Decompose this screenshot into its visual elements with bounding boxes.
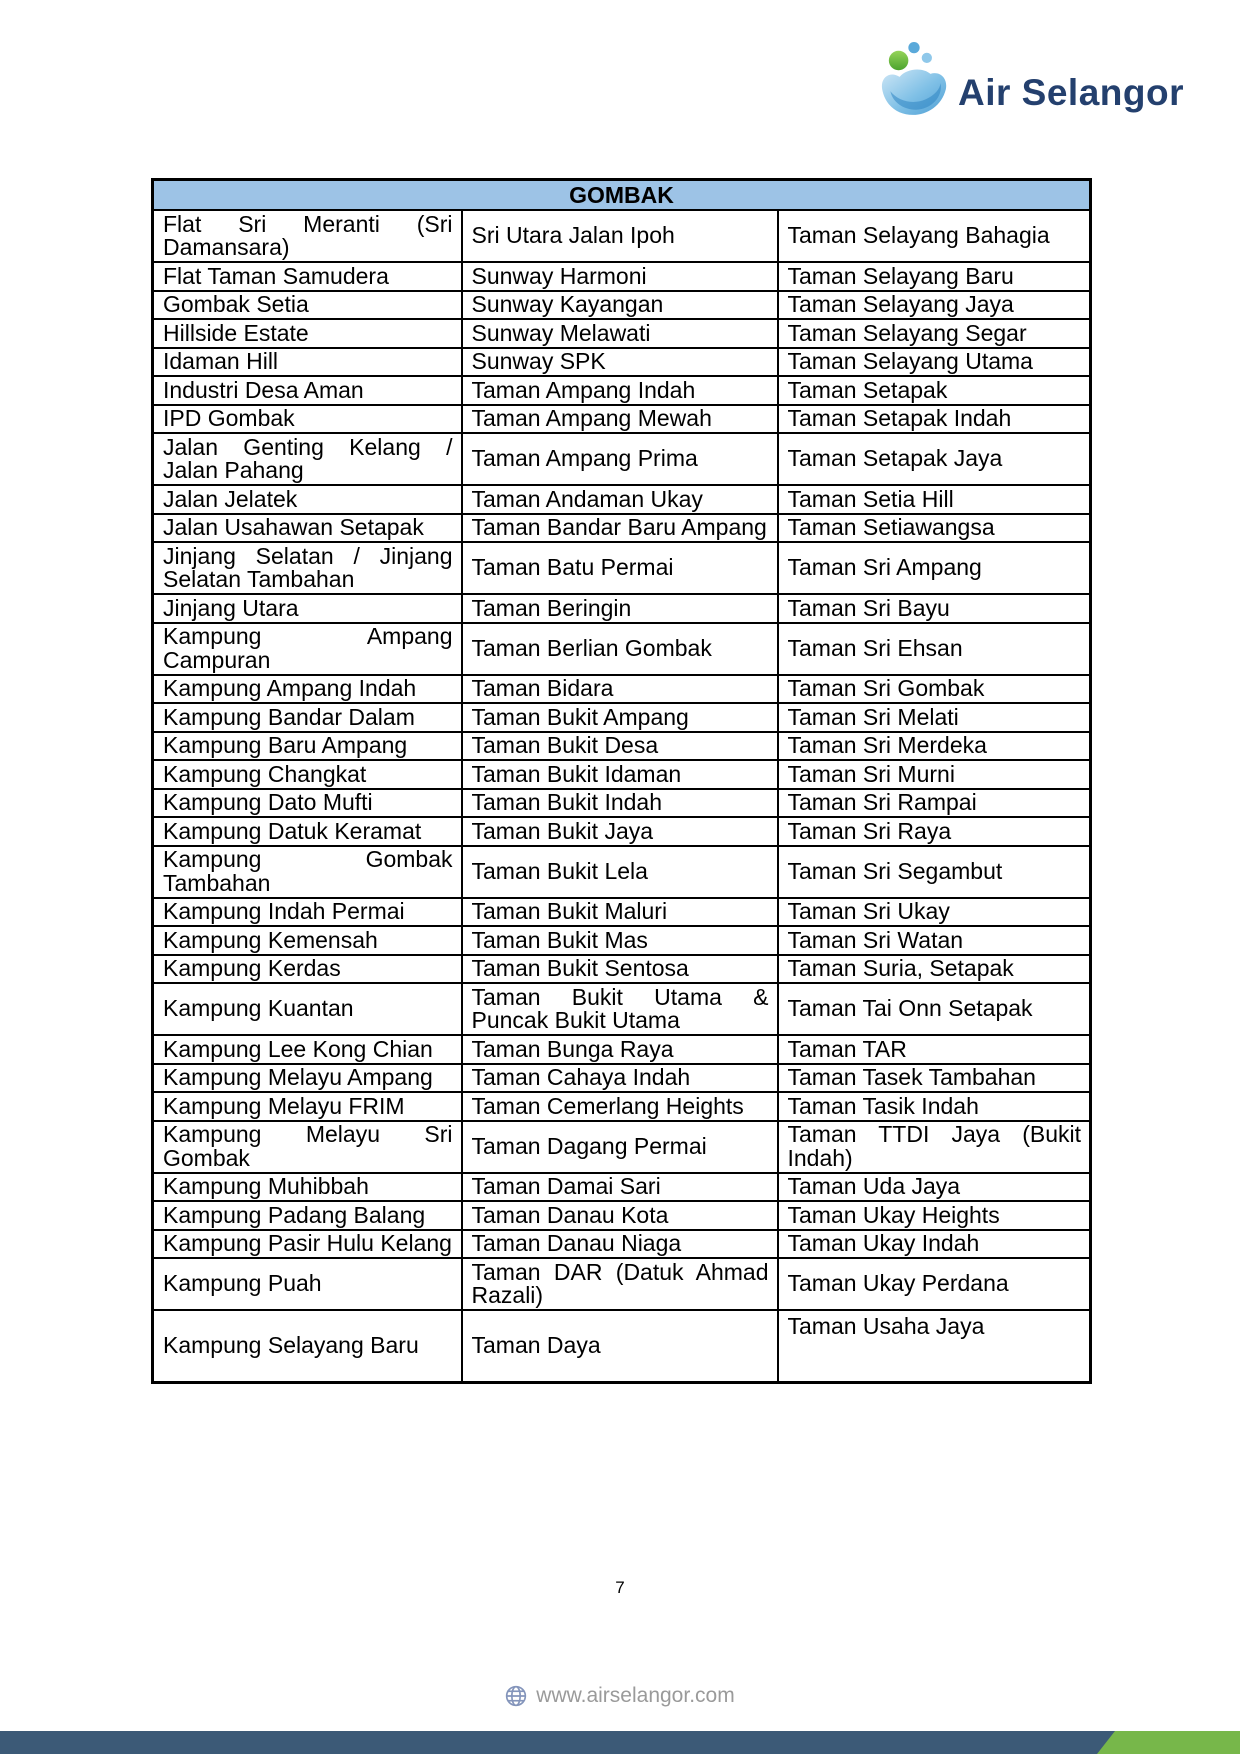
table-row <box>153 594 1091 623</box>
table-cell: Kampung Dato Mufti <box>153 789 462 818</box>
table-row <box>153 1230 1091 1259</box>
table-cell: Taman Beringin <box>462 594 778 623</box>
table-cell: Taman Dagang Permai <box>462 1121 778 1173</box>
table-cell: Jinjang Selatan / Jinjang Selatan Tambahan <box>153 542 462 594</box>
table-header-row <box>153 180 1091 211</box>
table-cell: Taman Ukay Heights <box>778 1201 1091 1230</box>
page-number: 7 <box>615 1578 625 1597</box>
table-cell: Kampung Bandar Dalam <box>153 703 462 732</box>
table-row <box>153 1201 1091 1230</box>
table-row <box>153 262 1091 291</box>
table-cell: Flat Sri Meranti (Sri Damansara) <box>153 210 462 262</box>
table-cell: Hillside Estate <box>153 319 462 348</box>
table-cell: Kampung Kemensah <box>153 926 462 955</box>
table-cell: Idaman Hill <box>153 348 462 377</box>
table-cell: Taman Sri Ukay <box>778 898 1091 927</box>
footer-bar-blue <box>0 1731 1240 1754</box>
table-cell: Jalan Usahawan Setapak <box>153 514 462 543</box>
table-cell: Sunway Melawati <box>462 319 778 348</box>
table-cell: Kampung Kuantan <box>153 983 462 1035</box>
table-cell: Taman Tai Onn Setapak <box>778 983 1091 1035</box>
table-row <box>153 514 1091 543</box>
table-cell: Taman Uda Jaya <box>778 1173 1091 1202</box>
table-cell: Kampung Ampang Campuran <box>153 623 462 675</box>
table-row <box>153 348 1091 377</box>
table-cell: Kampung Puah <box>153 1258 462 1310</box>
table-row <box>153 789 1091 818</box>
table-cell: Taman Andaman Ukay <box>462 485 778 514</box>
table-row <box>153 846 1091 898</box>
table-cell: Sunway SPK <box>462 348 778 377</box>
table-cell: Taman Sri Watan <box>778 926 1091 955</box>
table-cell: Jalan Jelatek <box>153 485 462 514</box>
table-cell: Taman Sri Gombak <box>778 675 1091 704</box>
table-row <box>153 1092 1091 1121</box>
table-cell: Taman Sri Ehsan <box>778 623 1091 675</box>
table-cell: Taman Tasik Indah <box>778 1092 1091 1121</box>
table-row <box>153 210 1091 262</box>
table-row <box>153 433 1091 485</box>
table-row <box>153 1310 1091 1382</box>
table-cell: Taman Bukit Sentosa <box>462 955 778 984</box>
gombak-area-table <box>151 178 1092 1384</box>
table-row <box>153 817 1091 846</box>
table-cell: Taman Sri Rampai <box>778 789 1091 818</box>
table-cell: Taman TTDI Jaya (Bukit Indah) <box>778 1121 1091 1173</box>
table-cell: Jalan Genting Kelang / Jalan Pahang <box>153 433 462 485</box>
table-cell: Kampung Muhibbah <box>153 1173 462 1202</box>
table-cell: Kampung Selayang Baru <box>153 1310 462 1382</box>
table-row <box>153 1173 1091 1202</box>
footer-website <box>0 1684 1240 1708</box>
table-cell: Taman Bunga Raya <box>462 1035 778 1064</box>
table-cell: Taman Ukay Indah <box>778 1230 1091 1259</box>
table-cell: Taman Bukit Jaya <box>462 817 778 846</box>
table-cell: Taman Daya <box>462 1310 778 1382</box>
table-cell: Taman Selayang Segar <box>778 319 1091 348</box>
table-body <box>153 210 1091 1382</box>
table-cell: Sunway Kayangan <box>462 291 778 320</box>
table-cell: Taman Bukit Idaman <box>462 760 778 789</box>
table-cell: Taman Usaha Jaya <box>778 1310 1091 1382</box>
table-cell: Taman Setia Hill <box>778 485 1091 514</box>
table-row <box>153 291 1091 320</box>
table-row <box>153 732 1091 761</box>
table-cell: Taman Bidara <box>462 675 778 704</box>
table-cell: Taman Sri Bayu <box>778 594 1091 623</box>
table-cell: Sri Utara Jalan Ipoh <box>462 210 778 262</box>
footer-bar-green <box>1097 1731 1240 1754</box>
table-cell: Taman Sri Segambut <box>778 846 1091 898</box>
table-cell: Flat Taman Samudera <box>153 262 462 291</box>
table-cell: Taman DAR (Datuk Ahmad Razali) <box>462 1258 778 1310</box>
table-row <box>153 485 1091 514</box>
logo-wordmark: Air Selangor <box>958 72 1184 113</box>
table-cell: Taman Selayang Baru <box>778 262 1091 291</box>
table-row <box>153 405 1091 434</box>
table-cell: Taman Selayang Utama <box>778 348 1091 377</box>
table-row <box>153 898 1091 927</box>
table-cell: Taman Damai Sari <box>462 1173 778 1202</box>
table-row <box>153 1258 1091 1310</box>
table-cell: Taman Bukit Utama & Puncak Bukit Utama <box>462 983 778 1035</box>
table-cell: Taman Ampang Mewah <box>462 405 778 434</box>
table-row <box>153 542 1091 594</box>
table-cell: Taman Ampang Indah <box>462 376 778 405</box>
table-cell: Gombak Setia <box>153 291 462 320</box>
table-cell: Taman TAR <box>778 1035 1091 1064</box>
table-row <box>153 1121 1091 1173</box>
table-cell: Taman Cemerlang Heights <box>462 1092 778 1121</box>
table-cell: Kampung Padang Balang <box>153 1201 462 1230</box>
table-cell: Kampung Lee Kong Chian <box>153 1035 462 1064</box>
table-cell: Taman Bukit Mas <box>462 926 778 955</box>
table-cell: Taman Sri Raya <box>778 817 1091 846</box>
table-row <box>153 1064 1091 1093</box>
table-cell: Kampung Melayu Ampang <box>153 1064 462 1093</box>
table-row <box>153 955 1091 984</box>
table-cell: Taman Cahaya Indah <box>462 1064 778 1093</box>
table-row <box>153 623 1091 675</box>
table-cell: Jinjang Utara <box>153 594 462 623</box>
table-cell: Taman Setiawangsa <box>778 514 1091 543</box>
table-cell: IPD Gombak <box>153 405 462 434</box>
table-cell: Taman Danau Niaga <box>462 1230 778 1259</box>
table-cell: Taman Bukit Lela <box>462 846 778 898</box>
table-cell: Taman Setapak Jaya <box>778 433 1091 485</box>
table-title: GOMBAK <box>153 180 1091 211</box>
globe-icon <box>505 1685 527 1707</box>
table-row <box>153 319 1091 348</box>
table-cell: Taman Berlian Gombak <box>462 623 778 675</box>
table-row <box>153 926 1091 955</box>
table-cell: Kampung Pasir Hulu Kelang <box>153 1230 462 1259</box>
air-selangor-logo <box>878 42 1184 118</box>
table-cell: Taman Danau Kota <box>462 1201 778 1230</box>
table-cell: Taman Sri Merdeka <box>778 732 1091 761</box>
table-cell: Taman Sri Ampang <box>778 542 1091 594</box>
table-cell: Kampung Ampang Indah <box>153 675 462 704</box>
table-cell: Taman Bukit Desa <box>462 732 778 761</box>
table-row <box>153 1035 1091 1064</box>
table-cell: Industri Desa Aman <box>153 376 462 405</box>
table-cell: Taman Setapak <box>778 376 1091 405</box>
table-row <box>153 675 1091 704</box>
table-cell: Sunway Harmoni <box>462 262 778 291</box>
table-cell: Taman Ampang Prima <box>462 433 778 485</box>
table-cell: Taman Bukit Indah <box>462 789 778 818</box>
table-cell: Taman Bukit Ampang <box>462 703 778 732</box>
water-droplet-icon <box>878 42 950 118</box>
table-row <box>153 983 1091 1035</box>
table-cell: Kampung Datuk Keramat <box>153 817 462 846</box>
table-cell: Taman Tasek Tambahan <box>778 1064 1091 1093</box>
table-cell: Kampung Indah Permai <box>153 898 462 927</box>
table-cell: Kampung Melayu FRIM <box>153 1092 462 1121</box>
table-cell: Taman Sri Melati <box>778 703 1091 732</box>
website-url: www.airselangor.com <box>536 1684 735 1707</box>
table-cell: Taman Setapak Indah <box>778 405 1091 434</box>
table-cell: Kampung Melayu Sri Gombak <box>153 1121 462 1173</box>
table-cell: Kampung Baru Ampang <box>153 732 462 761</box>
table-cell: Taman Selayang Jaya <box>778 291 1091 320</box>
table-cell: Taman Bandar Baru Ampang <box>462 514 778 543</box>
table-cell: Kampung Changkat <box>153 760 462 789</box>
table-cell: Taman Bukit Maluri <box>462 898 778 927</box>
table-row <box>153 760 1091 789</box>
table-cell: Taman Batu Permai <box>462 542 778 594</box>
table-cell: Kampung Gombak Tambahan <box>153 846 462 898</box>
table-row <box>153 376 1091 405</box>
table-cell: Taman Sri Murni <box>778 760 1091 789</box>
table-cell: Taman Suria, Setapak <box>778 955 1091 984</box>
table-cell: Kampung Kerdas <box>153 955 462 984</box>
table-row <box>153 703 1091 732</box>
table-cell: Taman Ukay Perdana <box>778 1258 1091 1310</box>
table-cell: Taman Selayang Bahagia <box>778 210 1091 262</box>
